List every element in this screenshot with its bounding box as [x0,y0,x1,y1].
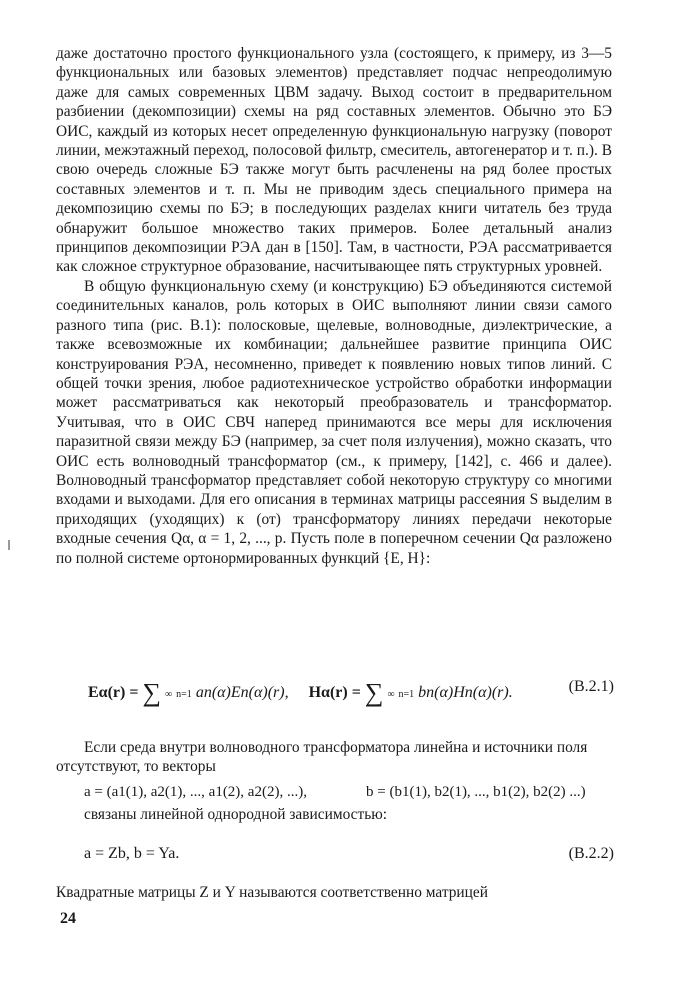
sum-upper-limit: ∞ [387,689,395,700]
paragraph-3-text: Если среда внутри волноводного трансформатора линейна и источники поля отсутствуют, то векторы [56,739,588,776]
equation-b-2-2 [84,845,614,863]
sum-lower-limit: n=1 [176,689,192,700]
paragraph-2: В общую функциональную схему (и конструкцию) БЭ объединяются системой соединительных каналов, роль которых в ОИС выполняют линии связи самого разного типа (рис. В.1): полосковые, щелевые, волноводные, диэлектрические, а также всевозможные их комбинации; дальнейшее развитие принципа ОИС конструирования РЭА, несомненно, приведет к появлению новых типов линий. С общей точки зрения, любое радиотехническое устройство обработки информации может рассматриваться как некоторый преобразователь и трансформатор. Учитывая, что в ОИС СВЧ наперед принимаются все меры для исключения паразитной связи между БЭ (например, за счет поля излучения), можно сказать, что ОИС есть волноводный трансформатор (см., к примеру, [142], с. 466 и далее). Волноводный трансформатор представляет собой некоторую структуру со многими входами и выходами. Для его описания в терминах матрицы рассеяния S выделим в приходящих (уходящих) к (от) трансформатору линиях передачи некоторые входные сечения Qα, α = 1, 2, ..., p. Пусть поле в поперечном сечении Qα разложено по полной системе ортонормированных функций {E, H}: [56,277,612,567]
equation-number: (B.2.1) [568,678,614,695]
h-lhs: Hα(r) = [308,684,361,701]
e-lhs: Eα(r) = [88,684,139,701]
last-line: Квадратные матрицы Z и Y называются соответственно матрицей [56,884,488,901]
linked-text: связаны линейной однородной зависимостью: [84,806,388,823]
equation-expression: a = Zb, b = Ya. [84,845,180,862]
page-number: 24 [60,910,76,927]
vector-a: a = (a1(1), a2(1), ..., a1(2), a2(2), ...), [84,784,307,800]
vectors-line [84,784,614,801]
main-text [56,44,612,568]
e-rhs: an(α)En(α)(r), [195,684,289,701]
h-rhs: bn(α)Hn(α)(r). [418,684,513,701]
paragraph-1: даже достаточно простого функционального узла (состоящего, к примеру, из 3—5 функциональных или базовых элементов) представляет подчас непреодолимую даже для самых современных ЦВМ задачу. Выход состоит в предварительном разбиении (декомпозиции) схемы на ряд составных элементов. Обычно это БЭ ОИС, каждый из которых несет определенную функциональную нагрузку (поворот линии, межэтажный переход, полосовой фильтр, смеситель, автогенератор и т. п.). В свою очередь сложные БЭ также могут быть расчленены на ряд более простых составных элементов и т. п. Мы не приводим здесь специального примера на декомпозицию схемы по БЭ; в последующих разделах книги читатель без труда обнаружит большое множество таких примеров. Более детальный анализ принципов декомпозиции РЭА дан в [150]. Там, в частности, РЭА рассматривается как сложное структурное образование, насчитывающее пять структурных уровней. [56,45,612,276]
sum-symbol: ∑ [364,678,384,707]
sum-lower-limit: n=1 [398,689,415,700]
vector-b: b = (b1(1), b2(1), ..., b1(2), b2(2) ...) [366,784,586,800]
margin-mark [8,540,10,550]
equation-expression [88,678,513,708]
sum-symbol: ∑ [142,678,162,707]
equation-b-2-1 [84,660,614,720]
sum-upper-limit: ∞ [165,689,173,700]
paragraph-3 [56,738,612,777]
equation-number: (B.2.2) [568,845,614,862]
